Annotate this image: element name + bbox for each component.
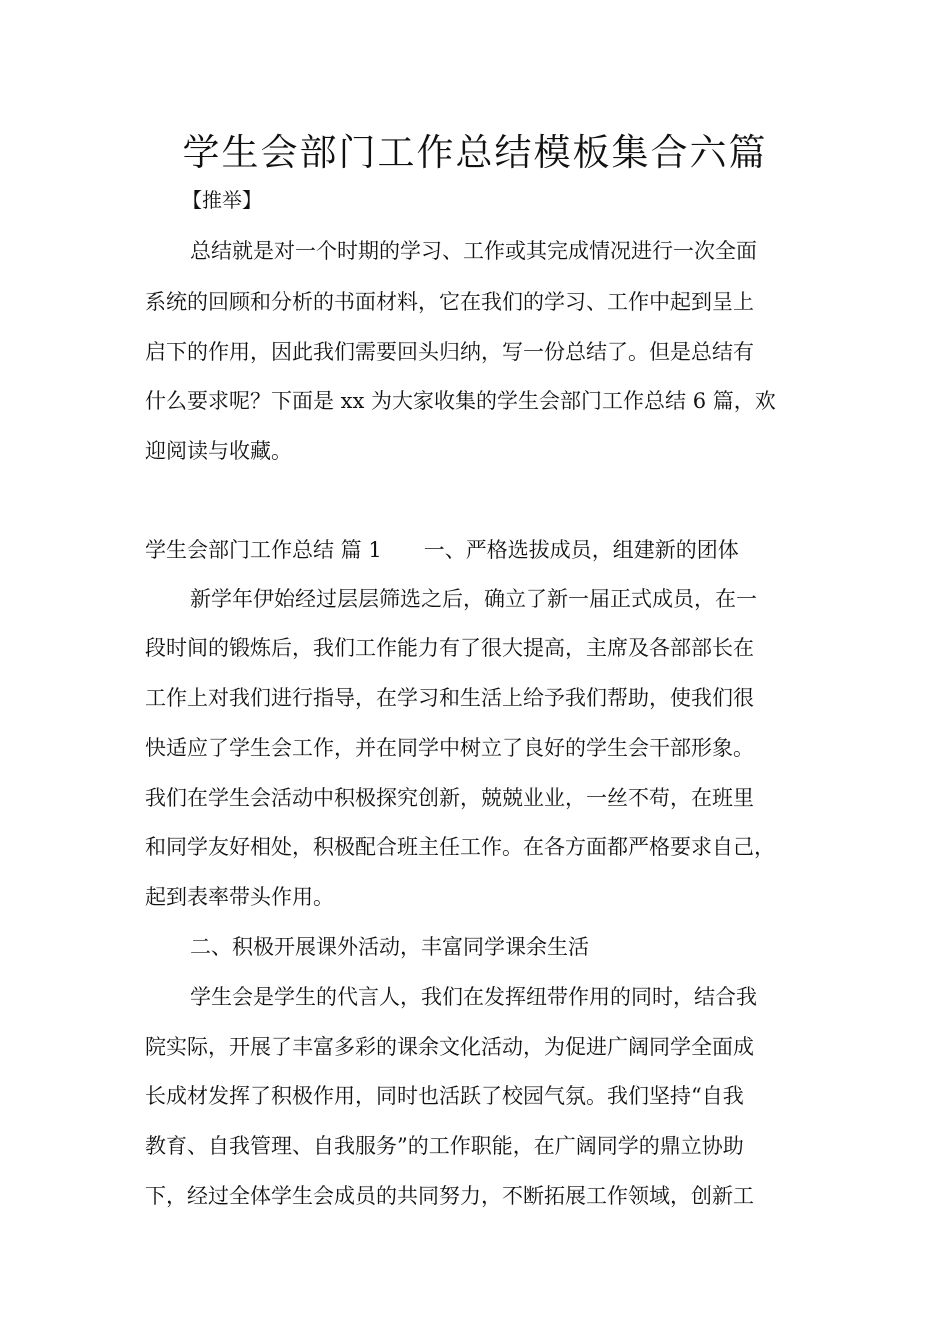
body-line: 我们在学生会活动中积极探究创新，兢兢业业，一丝不苟，在班里 — [145, 786, 754, 810]
body-line: 学生会是学生的代言人，我们在发挥纽带作用的同时，结合我 — [190, 985, 757, 1009]
intro-line: 启下的作用，因此我们需要回头归纳，写一份总结了。但是总结有 — [145, 340, 754, 364]
body-line: 新学年伊始经过层层筛选之后，确立了新一届正式成员，在一 — [190, 587, 757, 611]
body-line: 和同学友好相处，积极配合班主任工作。在各方面都严格要求自己， — [145, 835, 775, 859]
body-line: 教育、自我管理、自我服务”的工作职能，在广阔同学的鼎立协助 — [145, 1134, 744, 1158]
intro-line: 迎阅读与收藏。 — [145, 439, 292, 463]
section-subheading: 一、严格选拔成员，组建新的团体 — [423, 538, 739, 562]
document-title: 学生会部门工作总结模板集合六篇 — [182, 131, 768, 174]
recommend-tag: 【推举】 — [182, 188, 262, 212]
body-line: 院实际，开展了丰富多彩的课余文化活动，为促进广阔同学全面成 — [145, 1035, 754, 1059]
section-label: 学生会部门工作总结 篇 1 — [145, 538, 382, 562]
body-line: 长成材发挥了积极作用，同时也活跃了校园气氛。我们坚持“自我 — [145, 1084, 744, 1108]
intro-line: 系统的回顾和分析的书面材料，它在我们的学习、工作中起到呈上 — [145, 290, 754, 314]
body-line: 快适应了学生会工作，并在同学中树立了良好的学生会干部形象。 — [145, 736, 754, 760]
body-line: 段时间的锻炼后，我们工作能力有了很大提高，主席及各部部长在 — [145, 636, 754, 660]
section-subheading: 二、积极开展课外活动，丰富同学课余生活 — [190, 935, 589, 959]
body-line: 起到表率带头作用。 — [145, 885, 334, 909]
body-line: 下，经过全体学生会成员的共同努力，不断拓展工作领域，创新工 — [145, 1184, 754, 1208]
section-heading-row — [145, 535, 810, 565]
intro-line: 什么要求呢？下面是 xx 为大家收集的学生会部门工作总结 6 篇，欢 — [145, 389, 776, 413]
intro-line: 总结就是对一个时期的学习、工作或其完成情况进行一次全面 — [190, 239, 757, 263]
body-line: 工作上对我们进行指导，在学习和生活上给予我们帮助，使我们很 — [145, 686, 754, 710]
